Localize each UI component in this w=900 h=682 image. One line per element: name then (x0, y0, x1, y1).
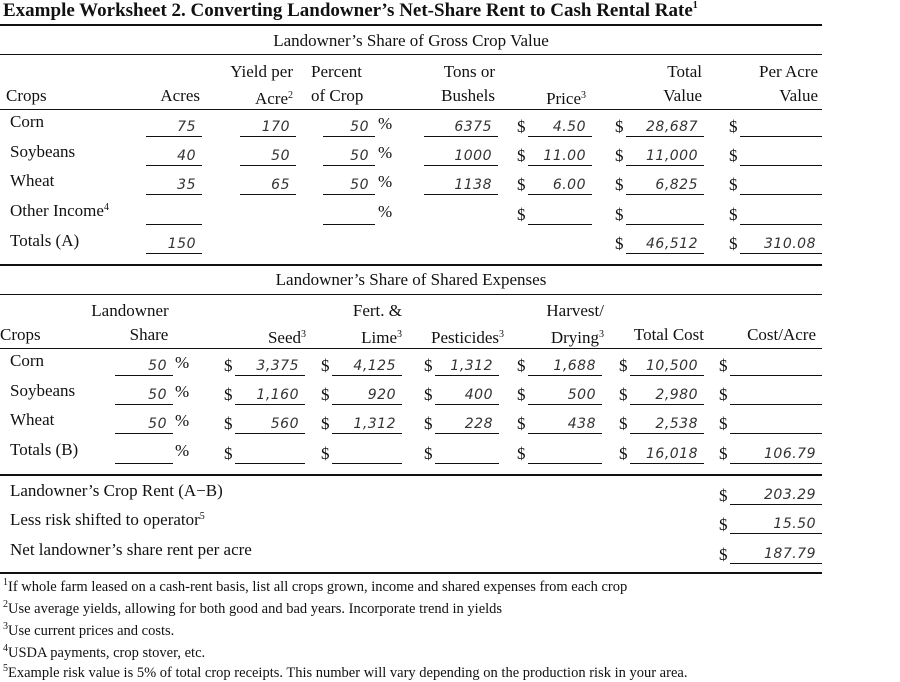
dollar-sign: $ (517, 205, 526, 224)
dollar-sign: $ (619, 414, 628, 433)
col-header-percent: Percent of Crop (311, 62, 364, 105)
percent-sign: % (378, 202, 393, 221)
footnote-1: $^1$If whole farm leased on a cash-rent basis, list all crops grown, income and shared expenses from each crop (3, 577, 628, 595)
pesticides-field[interactable]: 228 (435, 413, 499, 434)
dollar-sign: $ (321, 385, 330, 404)
row-label-soybeans: Soybeans (10, 142, 76, 161)
pesticides-field[interactable]: 1,312 (435, 355, 499, 376)
dollar-sign: $ (321, 414, 330, 433)
col-header-yield: Yield per Acre$^2$ (230, 62, 293, 108)
col-header-harvest-drying: Harvest/ Drying$^3$ (546, 301, 604, 347)
total-value-field[interactable]: 11,000 (626, 145, 704, 166)
dollar-sign: $ (619, 444, 628, 463)
yield-field[interactable]: 170 (240, 116, 296, 137)
section1-end-rule (0, 264, 822, 266)
harvest-drying-field[interactable]: 1,688 (528, 355, 602, 376)
dollar-sign: $ (224, 414, 233, 433)
harvest-drying-field[interactable]: 500 (528, 384, 602, 405)
percent-sign: % (175, 441, 190, 460)
col-header-total-cost: Total Cost (633, 325, 704, 344)
seed-field[interactable]: 1,160 (235, 384, 305, 405)
dollar-sign: $ (424, 385, 433, 404)
percent-field[interactable]: 50 (323, 145, 375, 166)
row-label-corn: Corn (10, 112, 44, 131)
row-label-wheat: Wheat (10, 410, 55, 429)
share-field[interactable]: 50 (115, 413, 173, 434)
section2-heading-rule (0, 294, 822, 295)
dollar-sign: $ (424, 444, 433, 463)
dollar-sign: $ (729, 175, 738, 194)
section2-heading: Landowner’s Share of Shared Expenses (275, 270, 547, 289)
dollar-sign: $ (719, 356, 728, 375)
cost-per-acre-field[interactable]: 106.79 (730, 443, 822, 464)
section1-heading-rule (0, 54, 822, 55)
section2-end-rule (0, 474, 822, 476)
share-field[interactable] (115, 443, 173, 464)
acres-field[interactable] (146, 204, 202, 225)
percent-sign: % (378, 143, 393, 162)
dollar-sign: $ (719, 486, 728, 505)
percent-sign: % (175, 353, 190, 372)
col-header-fert-lime: Fert. & Lime$^3$ (352, 301, 402, 347)
dollar-sign: $ (517, 385, 526, 404)
row-label-soybeans: Soybeans (10, 381, 76, 400)
total-value-field[interactable]: 28,687 (626, 116, 704, 137)
percent-sign: % (175, 382, 190, 401)
price-field[interactable]: 6.00 (528, 174, 592, 195)
col-header-crops: Crops (0, 325, 41, 344)
total-cost-field[interactable]: 2,980 (630, 384, 704, 405)
dollar-sign: $ (424, 414, 433, 433)
pesticides-field[interactable] (435, 443, 499, 464)
crop-rent-field[interactable]: 203.29 (730, 484, 822, 505)
col-header-landowner-share: Landowner Share (91, 301, 169, 344)
price-field[interactable] (528, 204, 592, 225)
per-acre-value-field[interactable] (740, 174, 822, 195)
crop-rent-label: Landowner’s Crop Rent (A−B) (10, 481, 223, 500)
dollar-sign: $ (719, 414, 728, 433)
dollar-sign: $ (729, 234, 738, 253)
dollar-sign: $ (224, 444, 233, 463)
price-field[interactable]: 11.00 (528, 145, 592, 166)
harvest-drying-field[interactable]: 438 (528, 413, 602, 434)
total-cost-field[interactable]: 2,538 (630, 413, 704, 434)
footnote-2: $^2$Use average yields, allowing for both good and bad years. Incorporate trend in yields (3, 599, 503, 617)
tons-field[interactable]: 1000 (424, 145, 498, 166)
dollar-sign: $ (517, 444, 526, 463)
fert-lime-field[interactable] (332, 443, 402, 464)
dollar-sign: $ (615, 205, 624, 224)
seed-field[interactable] (235, 443, 305, 464)
col-header-total-value: Total Value (663, 62, 702, 105)
dollar-sign: $ (615, 146, 624, 165)
acres-field[interactable]: 40 (146, 145, 202, 166)
dollar-sign: $ (321, 356, 330, 375)
dollar-sign: $ (729, 146, 738, 165)
fert-lime-field[interactable]: 920 (332, 384, 402, 405)
footnote-5: $^5$Example risk value is 5% of total crop receipts. This number will vary depending on the production risk in your area. (3, 663, 688, 681)
per-acre-value-field[interactable] (740, 204, 822, 225)
harvest-drying-field[interactable] (528, 443, 602, 464)
row-label-totals-b: Totals (B) (10, 440, 79, 459)
cost-per-acre-field[interactable] (730, 413, 822, 434)
dollar-sign: $ (224, 356, 233, 375)
risk-shift-field[interactable]: 15.50 (730, 513, 822, 534)
net-share-rent-field[interactable]: 187.79 (730, 543, 822, 564)
dollar-sign: $ (729, 205, 738, 224)
total-cost-field[interactable]: 10,500 (630, 355, 704, 376)
price-field[interactable]: 4.50 (528, 116, 592, 137)
share-field[interactable]: 50 (115, 384, 173, 405)
cost-per-acre-field[interactable] (730, 355, 822, 376)
total-value-field[interactable] (626, 204, 704, 225)
percent-field[interactable]: 50 (323, 116, 375, 137)
footnote-3: $^3$Use current prices and costs. (3, 621, 175, 639)
dollar-sign: $ (719, 545, 728, 564)
footnote-4: $^4$USDA payments, crop stover, etc. (3, 643, 206, 661)
col-header-seed: Seed$^3$ (267, 328, 306, 347)
dollar-sign: $ (517, 117, 526, 136)
col-header-pesticides: Pesticides$^3$ (431, 328, 504, 347)
dollar-sign: $ (729, 117, 738, 136)
section1-header-rule (0, 109, 822, 110)
col-header-per-acre-value: Per Acre Value (758, 62, 818, 105)
fert-lime-field[interactable]: 4,125 (332, 355, 402, 376)
total-value-field[interactable]: 6,825 (626, 174, 704, 195)
total-value-field[interactable]: 46,512 (626, 233, 704, 254)
dollar-sign: $ (615, 117, 624, 136)
row-label-totals-a: Totals (A) (10, 231, 80, 250)
dollar-sign: $ (719, 515, 728, 534)
dollar-sign: $ (321, 444, 330, 463)
dollar-sign: $ (615, 175, 624, 194)
col-header-acres: Acres (160, 86, 200, 105)
row-label-corn: Corn (10, 351, 44, 370)
percent-field[interactable]: 50 (323, 174, 375, 195)
dollar-sign: $ (517, 146, 526, 165)
dollar-sign: $ (619, 385, 628, 404)
section2-header-rule (0, 348, 822, 349)
tons-field[interactable]: 1138 (424, 174, 498, 195)
col-header-price: Price$^3$ (546, 89, 586, 108)
title-rule (0, 24, 822, 26)
tons-field[interactable]: 6375 (424, 116, 498, 137)
percent-field[interactable] (323, 204, 375, 225)
section1-heading: Landowner’s Share of Gross Crop Value (273, 31, 549, 50)
seed-field[interactable]: 3,375 (235, 355, 305, 376)
col-header-tons: Tons or Bushels (441, 62, 495, 105)
dollar-sign: $ (615, 234, 624, 253)
dollar-sign: $ (719, 444, 728, 463)
dollar-sign: $ (517, 414, 526, 433)
total-cost-field[interactable]: 16,018 (630, 443, 704, 464)
cost-per-acre-field[interactable] (730, 384, 822, 405)
fert-lime-field[interactable]: 1,312 (332, 413, 402, 434)
dollar-sign: $ (424, 356, 433, 375)
dollar-sign: $ (224, 385, 233, 404)
dollar-sign: $ (719, 385, 728, 404)
acres-field[interactable]: 150 (146, 233, 202, 254)
seed-field[interactable]: 560 (235, 413, 305, 434)
acres-field[interactable]: 35 (146, 174, 202, 195)
per-acre-value-field[interactable] (740, 116, 822, 137)
dollar-sign: $ (517, 175, 526, 194)
acres-field[interactable]: 75 (146, 116, 202, 137)
net-share-rent-label: Net landowner’s share rent per acre (10, 540, 252, 559)
pesticides-field[interactable]: 400 (435, 384, 499, 405)
share-field[interactable]: 50 (115, 355, 173, 376)
row-label-wheat: Wheat (10, 171, 55, 190)
percent-sign: % (378, 114, 393, 133)
summary-end-rule (0, 572, 822, 574)
worksheet-title: Example Worksheet 2. Converting Landowner’s Net-Share Rent to Cash Rental Rate$^1$ (3, 0, 698, 21)
per-acre-value-field[interactable]: 310.08 (740, 233, 822, 254)
dollar-sign: $ (619, 356, 628, 375)
risk-shift-label: Less risk shifted to operator$^5$ (10, 510, 205, 529)
per-acre-value-field[interactable] (740, 145, 822, 166)
dollar-sign: $ (517, 356, 526, 375)
col-header-crops: Crops (6, 86, 47, 105)
percent-sign: % (378, 172, 393, 191)
percent-sign: % (175, 411, 190, 430)
col-header-cost-per-acre: Cost/Acre (747, 325, 816, 344)
row-label-other-income: Other Income$^4$ (10, 201, 109, 220)
yield-field[interactable]: 65 (240, 174, 296, 195)
yield-field[interactable]: 50 (240, 145, 296, 166)
